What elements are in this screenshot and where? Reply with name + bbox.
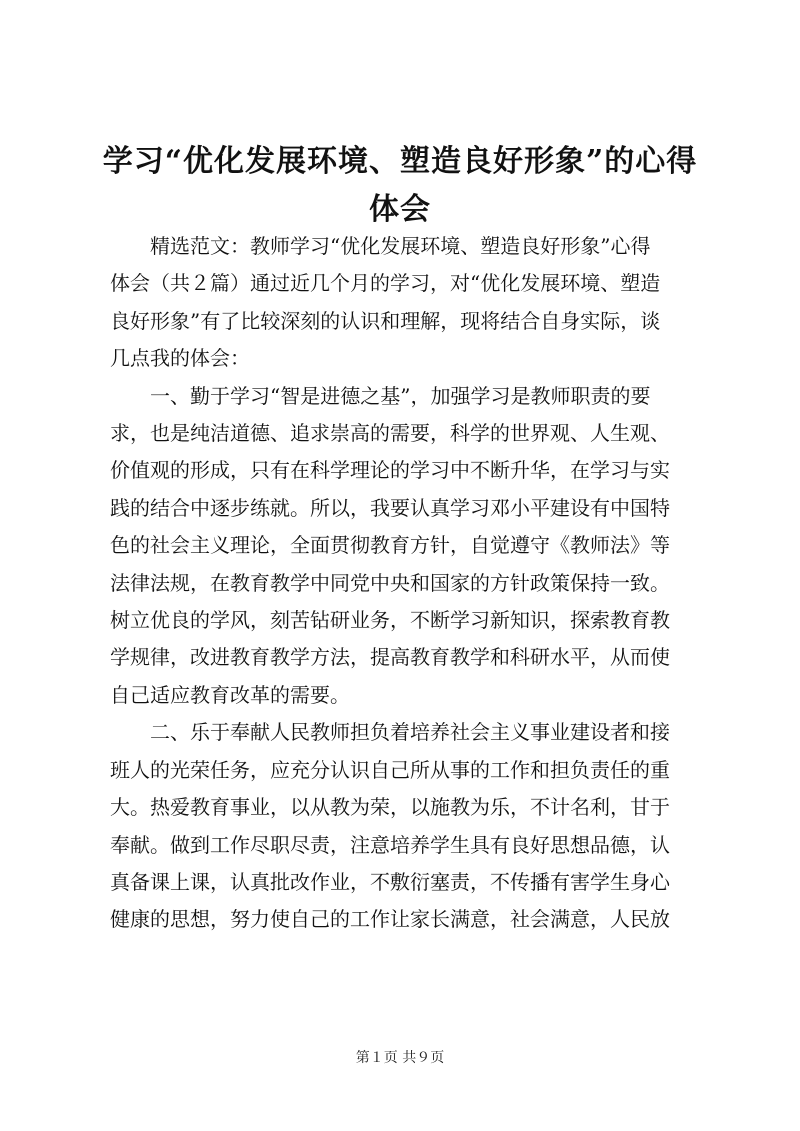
text-line: 二、乐于奉献人民教师担负着培养社会主义事业建设者和接 bbox=[110, 720, 670, 745]
text-line: 良好形象”有了比较深刻的认识和理解，现将结合自身实际，谈 bbox=[110, 308, 661, 333]
document-title bbox=[80, 138, 720, 234]
text-line: 法律法规，在教育教学中同党中央和国家的方针政策保持一致。 bbox=[110, 570, 670, 595]
text-line: 几点我的体会： bbox=[110, 346, 250, 371]
title-line-2: 体会 bbox=[369, 192, 431, 227]
paragraph-intro bbox=[110, 228, 710, 378]
text-line: 自己适应教育改革的需要。 bbox=[110, 682, 350, 707]
paragraph-section-2 bbox=[110, 714, 710, 938]
text-line: 真备课上课，认真批改作业，不敷衍塞责，不传播有害学生身心 bbox=[110, 869, 670, 894]
text-line: 一、勤于学习“智是进德之基”，加强学习是教师职责的要 bbox=[110, 383, 651, 408]
text-line: 践的结合中逐步练就。所以，我要认真学习邓小平建设有中国特 bbox=[110, 495, 670, 520]
text-line: 体会（共２篇）通过近几个月的学习，对“优化发展环境、塑造 bbox=[110, 271, 661, 296]
text-line: 班人的光荣任务，应充分认识自己所从事的工作和担负责任的重 bbox=[110, 757, 670, 782]
text-line: 健康的思想，努力使自己的工作让家长满意，社会满意，人民放 bbox=[110, 907, 670, 932]
document-body bbox=[110, 228, 710, 939]
text-line: 价值观的形成，只有在科学理论的学习中不断升华，在学习与实 bbox=[110, 458, 670, 483]
text-line: 大。热爱教育事业，以从教为荣，以施教为乐，不计名利，甘于 bbox=[110, 795, 670, 820]
text-line: 求，也是纯洁道德、追求崇高的需要，科学的世界观、人生观、 bbox=[110, 421, 670, 446]
text-line: 奉献。做到工作尽职尽责，注意培养学生具有良好思想品德，认 bbox=[110, 832, 670, 857]
page-number-footer: 第１页 共９页 bbox=[355, 1050, 445, 1066]
text-line: 树立优良的学风，刻苦钻研业务，不断学习新知识，探索教育教 bbox=[110, 608, 670, 633]
paragraph-section-1 bbox=[110, 378, 710, 715]
title-line-1: 学习“优化发展环境、塑造良好形象”的心得 bbox=[102, 144, 698, 179]
text-line: 色的社会主义理论，全面贯彻教育方针，自觉遵守《教师法》等 bbox=[110, 533, 670, 558]
text-line: 学规律，改进教育教学方法，提高教育教学和科研水平，从而使 bbox=[110, 645, 670, 670]
text-line: 精选范文：教师学习“优化发展环境、塑造良好形象”心得 bbox=[110, 234, 651, 258]
